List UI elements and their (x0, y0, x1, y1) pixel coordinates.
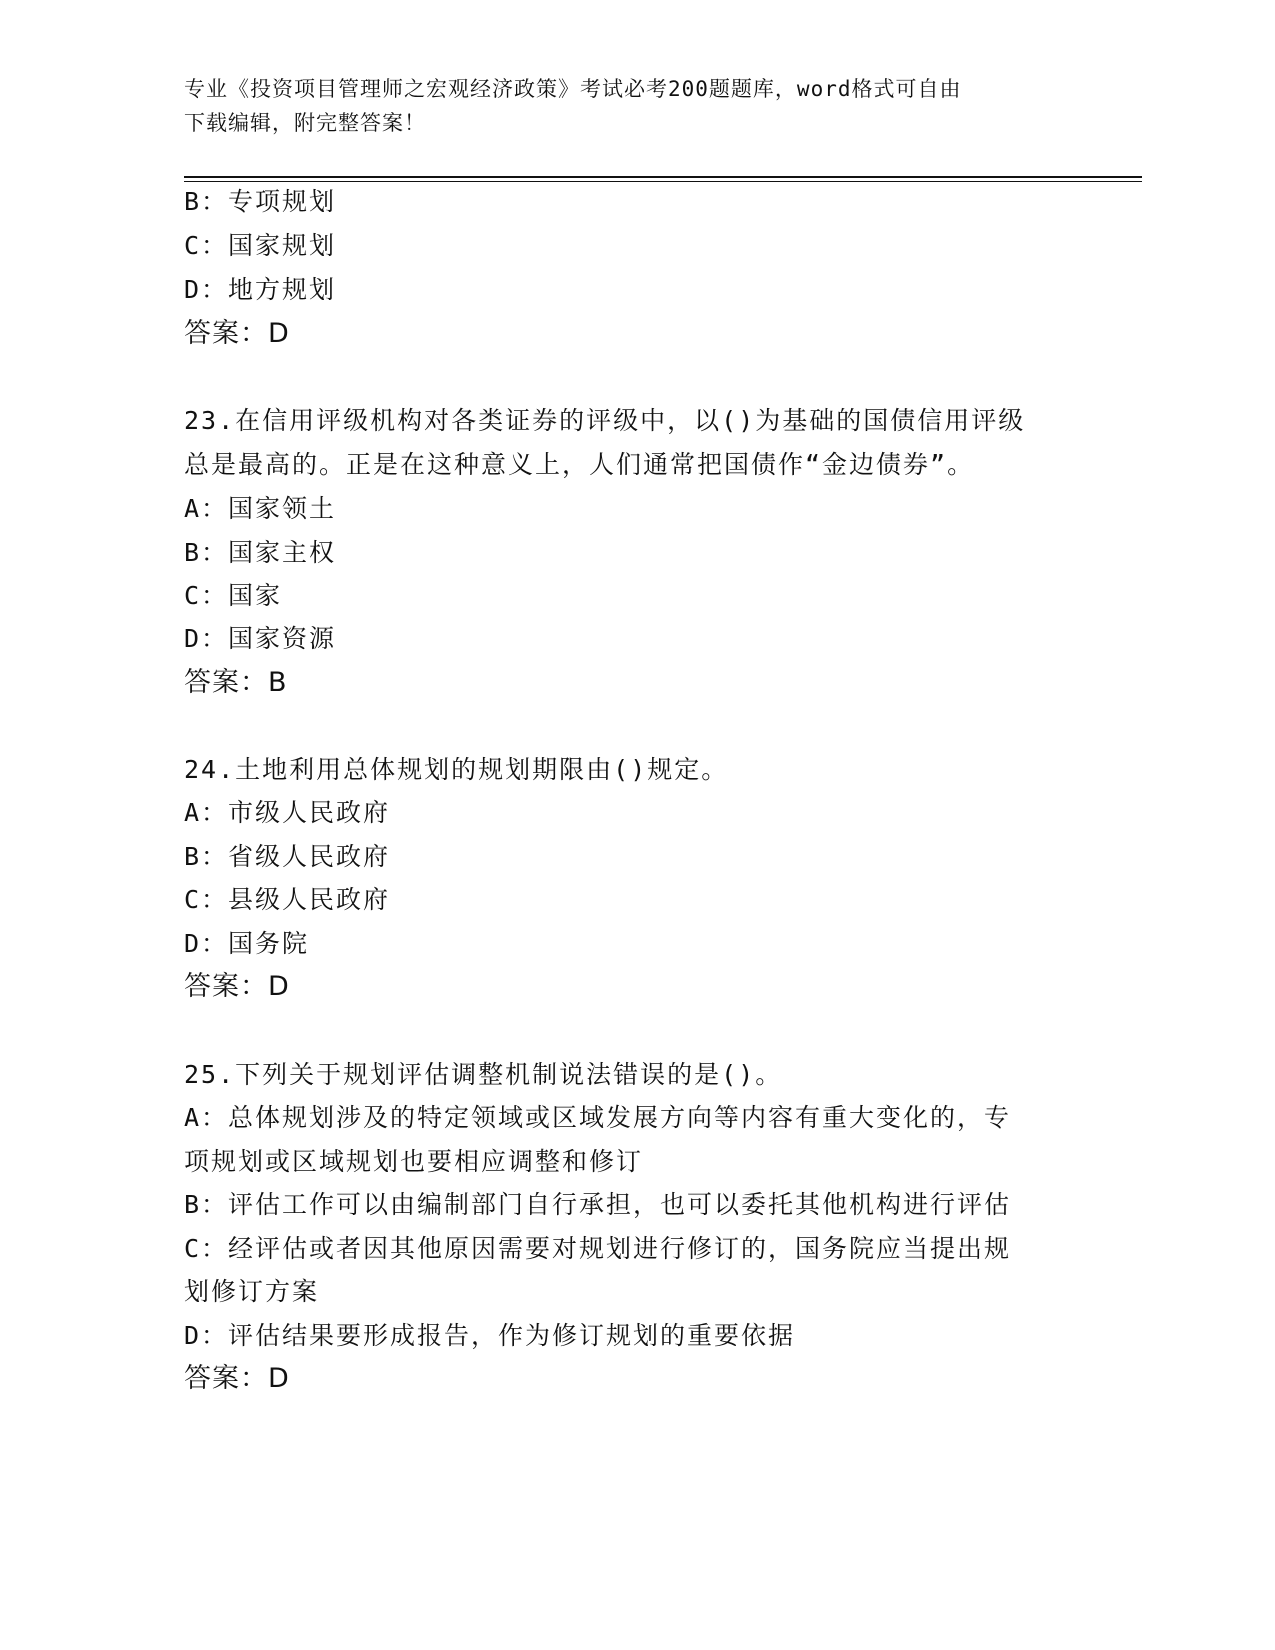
question-24-option-c: C：县级人民政府 (184, 885, 391, 914)
question-24-answer: 答案：D (184, 971, 290, 1002)
question-25-answer: 答案：D (184, 1363, 290, 1394)
question-23-stem-line-1: 23.在信用评级机构对各类证券的评级中，以()为基础的国债信用评级 (184, 406, 1026, 435)
question-25-stem-line-1: 25.下列关于规划评估调整机制说法错误的是()。 (184, 1060, 783, 1089)
question-25-option-c-line-2: 划修订方案 (184, 1277, 320, 1306)
question-25-option-b: B：评估工作可以由编制部门自行承担，也可以委托其他机构进行评估 (184, 1190, 1012, 1219)
header-line-1: 专业《投资项目管理师之宏观经济政策》考试必考200题题库，word格式可自由 (184, 77, 962, 101)
question-25-option-a-line-1: A：总体规划涉及的特定领域或区域发展方向等内容有重大变化的，专 (184, 1103, 1012, 1132)
question-23-option-c: C：国家 (184, 581, 283, 610)
question-23-answer: 答案：B (184, 667, 288, 698)
header-divider-thin (184, 181, 1142, 182)
answer-line: 答案：D (184, 318, 290, 349)
option-b: B：专项规划 (184, 187, 337, 216)
option-d: D：地方规划 (184, 275, 337, 304)
question-24-option-d: D：国务院 (184, 929, 310, 958)
header-divider-thick (184, 176, 1142, 178)
question-23-stem-line-2: 总是最高的。正是在这种意义上，人们通常把国债作“金边债券”。 (184, 450, 975, 479)
header-line-2: 下载编辑，附完整答案！ (184, 111, 426, 135)
question-25-option-a-line-2: 项规划或区域规划也要相应调整和修订 (184, 1147, 644, 1176)
question-23-option-a: A：国家领土 (184, 494, 337, 523)
question-23-option-b: B：国家主权 (184, 538, 337, 567)
question-25-option-c-line-1: C：经评估或者因其他原因需要对规划进行修订的，国务院应当提出规 (184, 1234, 1012, 1263)
question-24-option-b: B：省级人民政府 (184, 842, 391, 871)
question-24-option-a: A：市级人民政府 (184, 798, 391, 827)
question-24-stem-line-1: 24.土地利用总体规划的规划期限由()规定。 (184, 755, 729, 784)
option-c: C：国家规划 (184, 231, 337, 260)
question-23-option-d: D：国家资源 (184, 624, 337, 653)
document-header (184, 72, 1064, 140)
question-25-option-d: D：评估结果要形成报告，作为修订规划的重要依据 (184, 1321, 796, 1350)
